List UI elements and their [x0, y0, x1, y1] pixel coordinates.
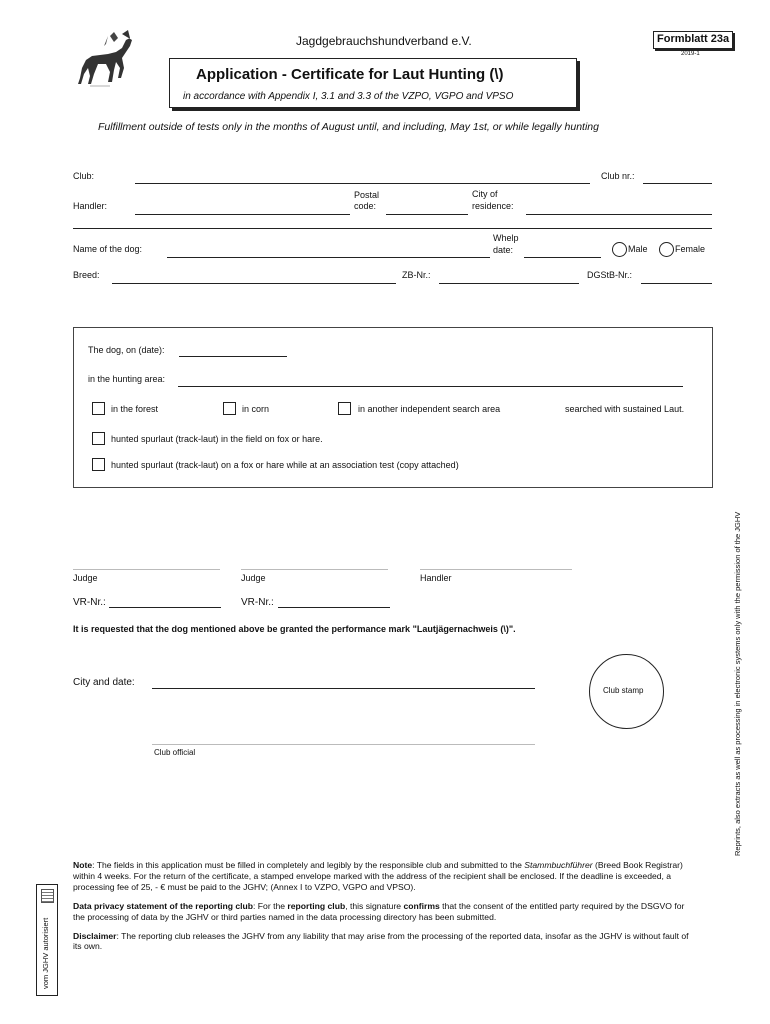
form-number: Formblatt 23a	[657, 33, 730, 45]
handler-signature-line[interactable]	[420, 569, 572, 570]
form-version: 2019-1	[681, 51, 700, 57]
section-divider	[73, 228, 712, 229]
sustained-laut-label: searched with sustained Laut.	[565, 404, 685, 414]
dgstb-nr-field[interactable]	[641, 283, 712, 284]
zb-nr-label: ZB-Nr.:	[402, 270, 431, 280]
jghv-authorized-stamp	[36, 884, 58, 996]
hunt-area-label: in the hunting area:	[88, 374, 166, 384]
test-option-label: hunted spurlaut (track-laut) on a fox or hare while at an association test (copy attached)	[111, 460, 459, 470]
privacy-text-2: , this signature	[345, 900, 404, 911]
judge2-label: Judge	[241, 573, 266, 583]
authorized-label: vom JGHV autorisiert	[41, 917, 50, 989]
whelp-date-field[interactable]	[524, 257, 601, 258]
vr-nr-1-field[interactable]	[109, 607, 221, 608]
zb-nr-field[interactable]	[439, 283, 579, 284]
city-label-2: residence:	[472, 201, 514, 211]
association-name: Jagdgebrauchshundverband e.V.	[296, 34, 472, 48]
hunt-details-box	[73, 327, 713, 488]
form-number-box	[653, 31, 733, 49]
test-option-checkbox[interactable]	[92, 458, 105, 471]
club-stamp-label: Club stamp	[603, 686, 644, 695]
note-text-1: : The fields in this application must be filled in completely and legibly by the responsible club and submitted to the	[92, 860, 525, 870]
note-label: Note	[73, 860, 93, 870]
city-field[interactable]	[526, 214, 712, 215]
notes-section	[73, 860, 693, 960]
male-label: Male	[628, 244, 648, 254]
postal-code-label-2: code:	[354, 201, 377, 211]
dog-name-label: Name of the dog:	[73, 244, 143, 254]
title-box	[169, 58, 577, 108]
judge1-label: Judge	[73, 573, 98, 583]
privacy-bold-2: confirms	[403, 900, 440, 911]
male-radio[interactable]	[612, 242, 627, 257]
club-official-signature-line[interactable]	[152, 744, 535, 745]
female-radio[interactable]	[659, 242, 674, 257]
privacy-text-3: that the consent of the entitled party required by the DSGVO for the processing of data by the JGHV or third parties named in the data processing directory has been submitted.	[73, 900, 685, 922]
city-label-1: City of	[472, 189, 498, 199]
privacy-text-1: : For the	[253, 900, 288, 911]
search-area-checkbox[interactable]	[338, 402, 351, 415]
club-stamp-circle	[589, 654, 664, 729]
club-field[interactable]	[135, 183, 590, 184]
club-official-label: Club official	[154, 748, 196, 757]
forest-checkbox[interactable]	[92, 402, 105, 415]
field-option-label: hunted spurlaut (track-laut) in the field on fox or hare.	[111, 434, 323, 444]
hunt-date-label: The dog, on (date):	[88, 345, 165, 355]
corn-label: in corn	[242, 404, 270, 414]
disclaimer-text: : The reporting club releases the JGHV from any liability that may arise from the processing of the reported data, insofar as the JGHV is without fault of its own.	[73, 930, 689, 952]
breed-field[interactable]	[112, 283, 396, 284]
whelp-date-label-2: date:	[493, 245, 514, 255]
field-option-checkbox[interactable]	[92, 432, 105, 445]
handler-label: Handler:	[73, 201, 108, 211]
club-nr-field[interactable]	[643, 183, 712, 184]
corn-checkbox[interactable]	[223, 402, 236, 415]
postal-code-field[interactable]	[386, 214, 468, 215]
page-subtitle: in accordance with Appendix I, 3.1 and 3.3 of the VZPO, VGPO and VPSO	[183, 91, 514, 102]
breed-label: Breed:	[73, 270, 100, 280]
jghv-mini-logo-icon	[41, 889, 54, 903]
privacy-label: Data privacy statement of the reporting club	[73, 900, 254, 911]
disclaimer-label: Disclaimer	[73, 930, 117, 941]
hunt-date-field[interactable]	[179, 356, 287, 357]
whelp-date-label-1: Whelp	[493, 233, 519, 243]
disclaimer-paragraph	[73, 931, 693, 953]
handler-signature-label: Handler	[420, 573, 452, 583]
vr-nr-2-field[interactable]	[278, 607, 390, 608]
vr-nr-1-label: VR-Nr.:	[73, 597, 106, 608]
handler-field[interactable]	[135, 214, 350, 215]
note-paragraph	[73, 860, 693, 893]
fulfillment-note: Fulfillment outside of tests only in the months of August until, and including, May 1st, or while legally hunting	[98, 121, 599, 133]
note-italic: Stammbuchführer	[524, 860, 593, 870]
judge1-signature-line[interactable]	[73, 569, 220, 570]
note-text-2: (Breed Book Registrar) within 4 weeks. For the return of the certificate, a stamped envelope marked with the address of the recipient shall be enclosed. If the deadline is exceeded, a processing fee of 25, - € must be paid to the JGHV; (Annex I to VZPO, VGPO and VPSO).	[73, 860, 683, 892]
dog-name-field[interactable]	[167, 257, 490, 258]
privacy-paragraph	[73, 901, 693, 923]
request-statement: It is requested that the dog mentioned above be granted the performance mark "Lautjägernachweis (\)".	[73, 624, 516, 634]
dgstb-nr-label: DGStB-Nr.:	[587, 270, 633, 280]
postal-code-label-1: Postal	[354, 190, 380, 200]
female-label: Female	[675, 244, 706, 254]
hunt-area-field[interactable]	[178, 386, 683, 387]
city-date-label: City and date:	[73, 677, 135, 688]
forest-label: in the forest	[111, 404, 159, 414]
search-area-label: in another independent search area	[358, 404, 501, 414]
judge2-signature-line[interactable]	[241, 569, 388, 570]
reprint-notice: Reprints, also extracts as well as processing in electronic systems only with the permission of the JGHV	[733, 511, 742, 856]
privacy-bold-1: reporting club	[287, 900, 346, 911]
city-date-field[interactable]	[152, 688, 535, 689]
vr-nr-2-label: VR-Nr.:	[241, 597, 274, 608]
page-title: Application - Certificate for Laut Hunting (\)	[196, 66, 504, 83]
club-label: Club:	[73, 171, 95, 181]
jghv-horse-logo	[70, 28, 136, 90]
club-nr-label: Club nr.:	[601, 171, 635, 181]
